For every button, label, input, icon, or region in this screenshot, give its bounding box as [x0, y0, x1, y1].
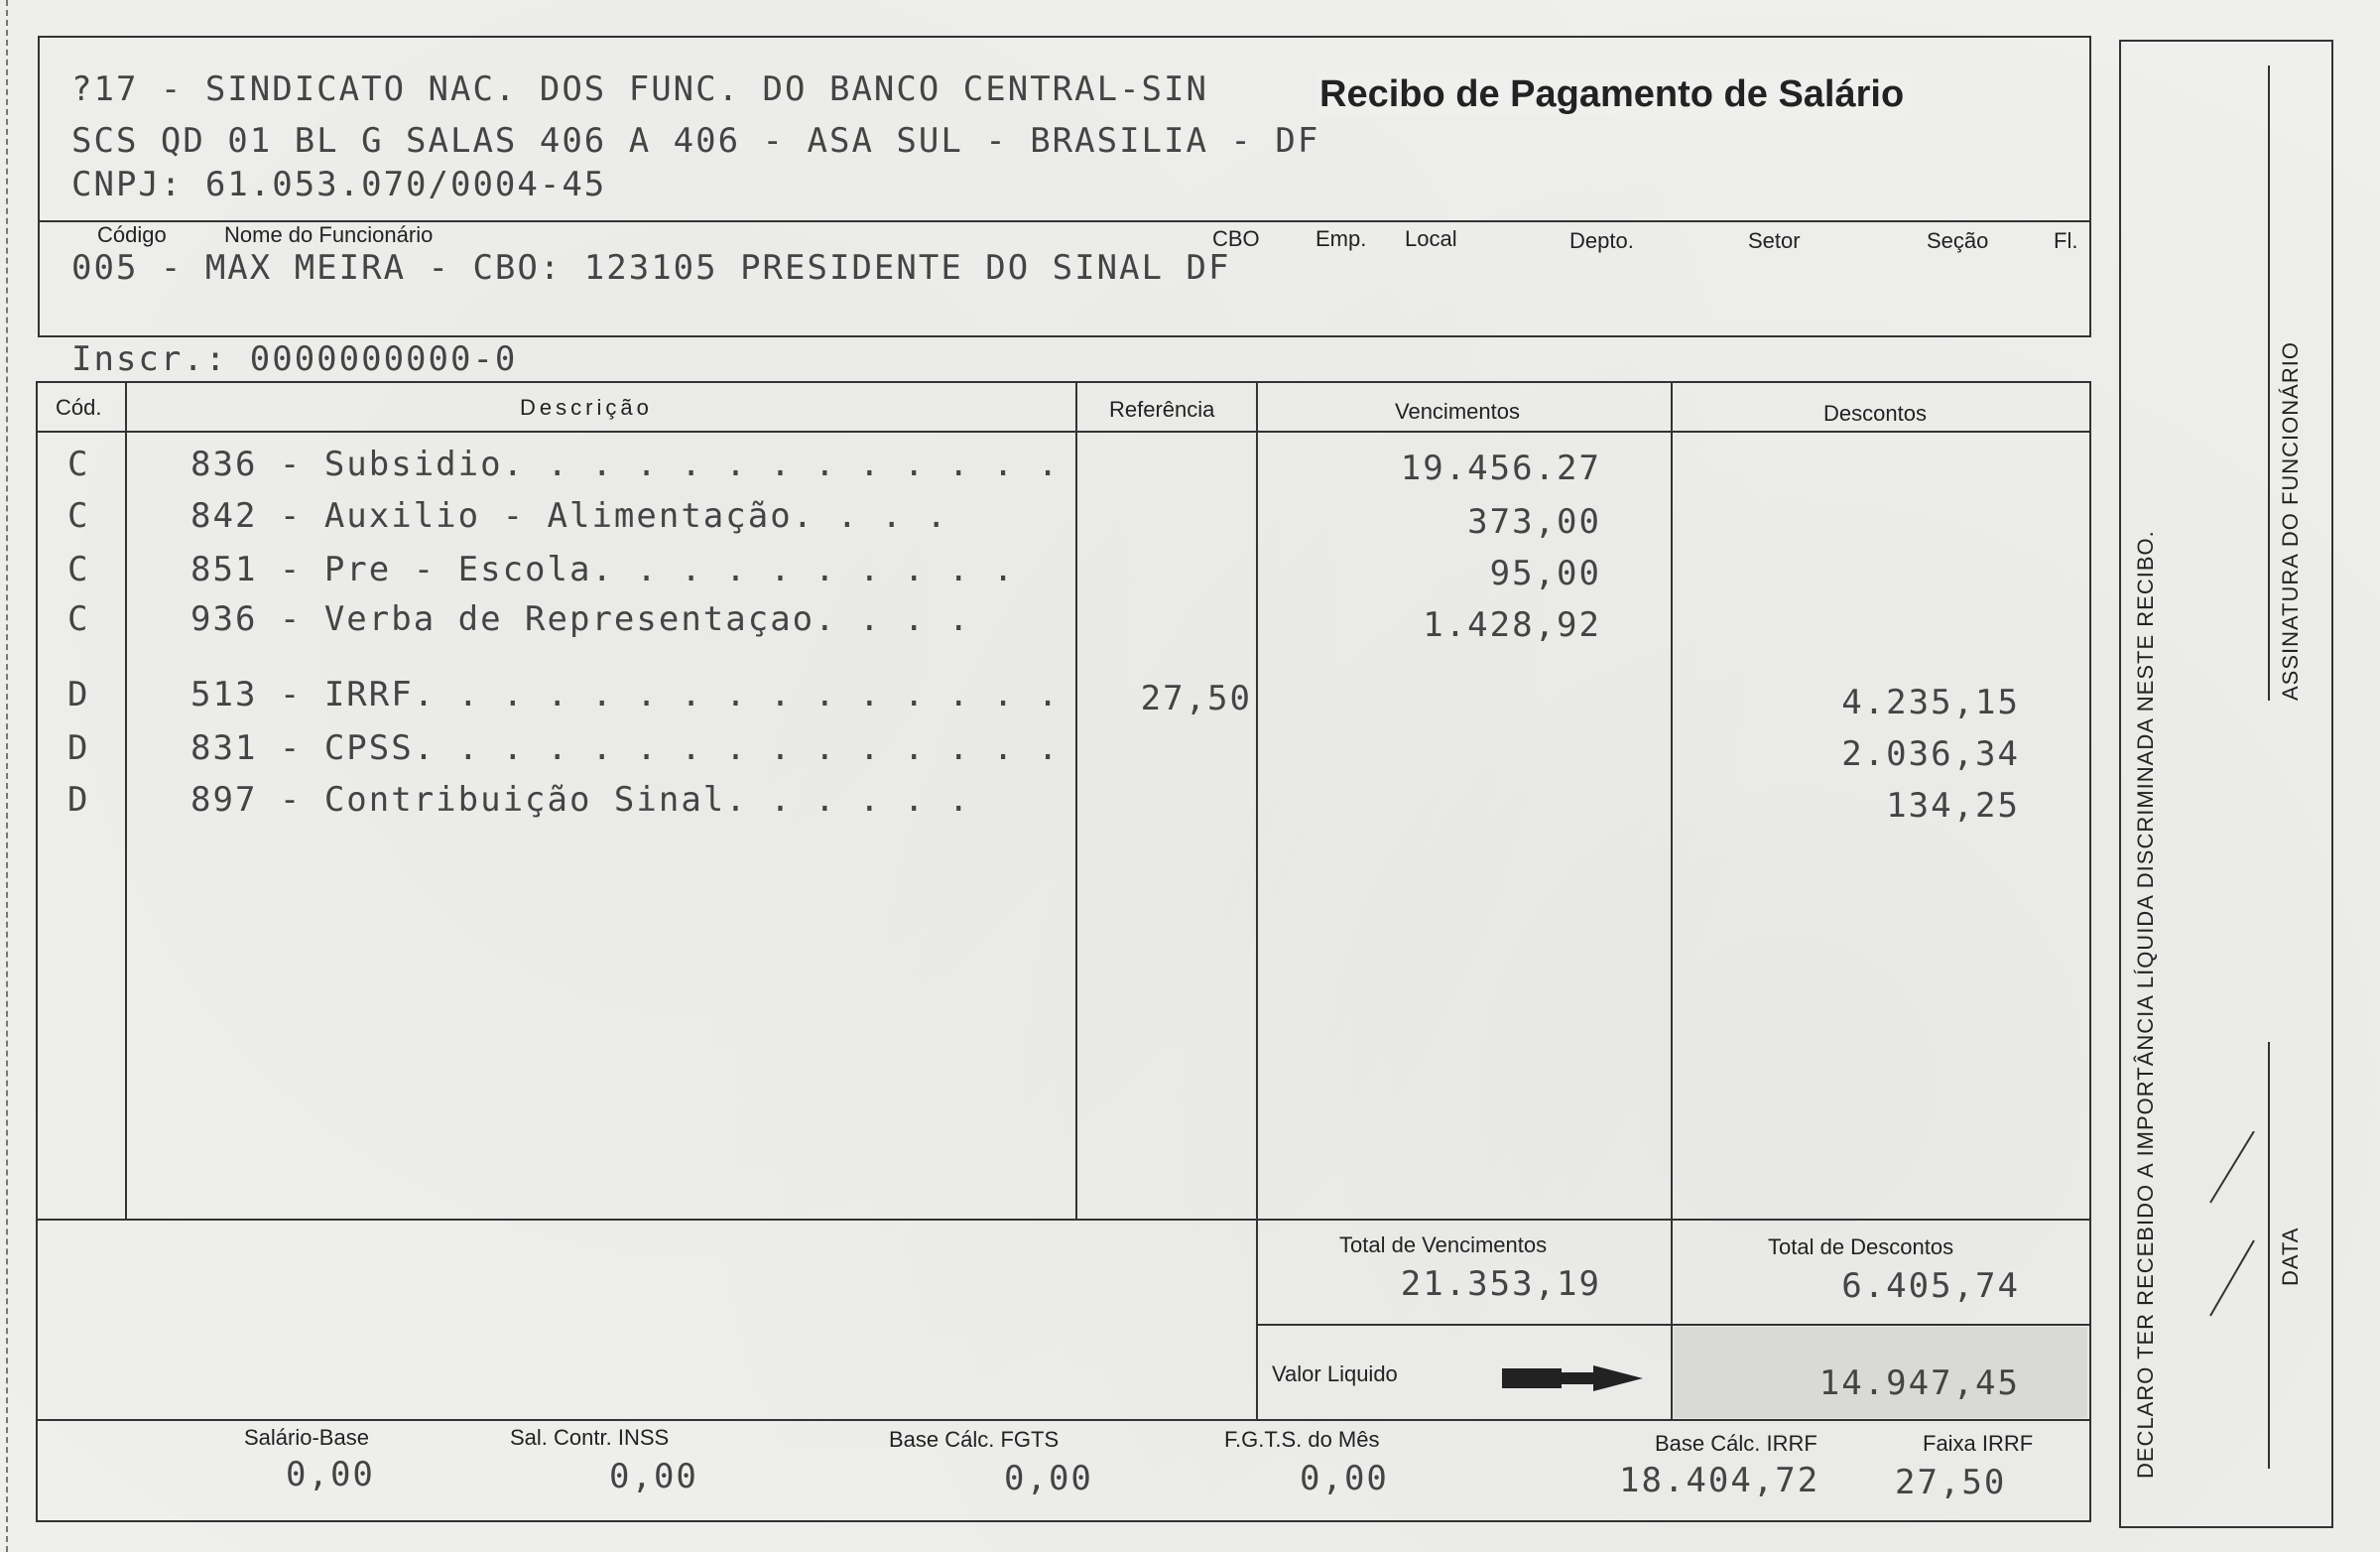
company-line-1: ?17 - SINDICATO NAC. DOS FUNC. DO BANCO CENTRAL-SIN [71, 69, 1208, 109]
arrow-right-icon [1502, 1363, 1643, 1393]
employee-line: 005 - MAX MEIRA - CBO: 123105 PRESIDENTE DO SINAL DF [71, 248, 1231, 288]
row-vencimento: 1.428,92 [1423, 605, 1601, 645]
header-descontos: Descontos [1823, 401, 1927, 426]
label-nome: Nome do Funcionário [224, 222, 434, 247]
base-calc-fgts-label: Base Cálc. FGTS [889, 1427, 1060, 1452]
row-cod: C [67, 496, 90, 536]
signature-line [2268, 65, 2270, 701]
row-description: 936 - Verba de Representaçao. . . . [190, 599, 971, 639]
label-emp: Emp. [1315, 226, 1367, 251]
total-descontos-value: 6.405,74 [1841, 1266, 2020, 1306]
row-desconto: 2.036,34 [1841, 734, 2020, 774]
row-desconto: 134,25 [1886, 786, 2020, 826]
footer-divider [36, 1419, 2089, 1421]
row-cod: D [67, 728, 90, 768]
row-description: 831 - CPSS. . . . . . . . . . . . . . . [190, 728, 1061, 768]
col-divider-cod [125, 381, 127, 1221]
col-divider-ref [1256, 381, 1258, 1419]
document-title: Recibo de Pagamento de Salário [1315, 73, 1908, 116]
signature-label: ASSINATURA DO FUNCIONÁRIO [2278, 341, 2303, 701]
header-cod: Cód. [56, 395, 102, 420]
date-slashes [2192, 1131, 2272, 1320]
base-calc-irrf-label: Base Cálc. IRRF [1655, 1431, 1817, 1456]
row-description: 836 - Subsidio. . . . . . . . . . . . . [190, 445, 1061, 484]
row-cod: C [67, 550, 90, 589]
col-divider-venc [1671, 381, 1673, 1419]
items-bottom-divider [36, 1219, 2089, 1221]
row-description: 851 - Pre - Escola. . . . . . . . . . [190, 550, 1016, 589]
label-codigo: Código [97, 222, 167, 247]
row-referencia: 27,50 [1140, 679, 1252, 718]
total-descontos-label: Total de Descontos [1768, 1234, 1954, 1259]
perforation-line [6, 0, 8, 1552]
sal-contr-inss-value: 0,00 [609, 1457, 698, 1496]
company-line-3: CNPJ: 61.053.070/0004-45 [71, 165, 607, 204]
salario-base-label: Salário-Base [244, 1425, 369, 1450]
label-setor: Setor [1748, 228, 1801, 253]
declaration-text: DECLARO TER RECEBIDO A IMPORTÂNCIA LÍQUIDA DISCRIMINADA NESTE RECIBO. [2133, 530, 2158, 1479]
row-vencimento: 19.456.27 [1400, 449, 1601, 488]
row-vencimento: 373,00 [1467, 502, 1601, 542]
total-vencimentos-value: 21.353,19 [1400, 1264, 1601, 1304]
base-calc-fgts-value: 0,00 [1004, 1459, 1093, 1498]
row-desconto: 4.235,15 [1841, 683, 2020, 722]
fgts-mes-value: 0,00 [1300, 1459, 1389, 1498]
label-fl: Fl. [2054, 228, 2078, 253]
inscricao: Inscr.: 0000000000-0 [71, 339, 518, 379]
row-cod: D [67, 780, 90, 820]
faixa-irrf-value: 27,50 [1895, 1463, 2007, 1502]
row-cod: C [67, 599, 90, 639]
header-referencia: Referência [1109, 397, 1215, 422]
label-local: Local [1405, 226, 1457, 251]
base-calc-irrf-value: 18.404,72 [1619, 1461, 1820, 1500]
header-vencimentos: Vencimentos [1395, 399, 1520, 424]
label-depto: Depto. [1569, 228, 1634, 253]
fgts-mes-label: F.G.T.S. do Mês [1224, 1427, 1380, 1452]
row-description: 897 - Contribuição Sinal. . . . . . [190, 780, 971, 820]
company-line-2: SCS QD 01 BL G SALAS 406 A 406 - ASA SUL - BRASILIA - DF [71, 121, 1320, 161]
row-description: 842 - Auxilio - Alimentação. . . . [190, 496, 948, 536]
row-vencimento: 95,00 [1489, 554, 1601, 593]
valor-liquido-label: Valor Liquido [1272, 1361, 1398, 1386]
faixa-irrf-label: Faixa IRRF [1923, 1431, 2034, 1456]
header-descricao: Descrição [520, 395, 653, 420]
valor-liquido-value: 14.947,45 [1818, 1363, 2020, 1403]
label-secao: Seção [1927, 228, 1989, 253]
row-cod: D [67, 675, 90, 714]
date-label: DATA [2278, 1227, 2303, 1286]
row-cod: C [67, 445, 90, 484]
row-description: 513 - IRRF. . . . . . . . . . . . . . . [190, 675, 1061, 714]
label-cbo: CBO [1212, 226, 1260, 251]
table-header-divider [36, 431, 2089, 433]
col-divider-desc [1075, 381, 1077, 1221]
total-vencimentos-label: Total de Vencimentos [1339, 1232, 1548, 1257]
sal-contr-inss-label: Sal. Contr. INSS [510, 1425, 670, 1450]
salario-base-value: 0,00 [286, 1455, 375, 1494]
totals-divider [1256, 1324, 2089, 1326]
